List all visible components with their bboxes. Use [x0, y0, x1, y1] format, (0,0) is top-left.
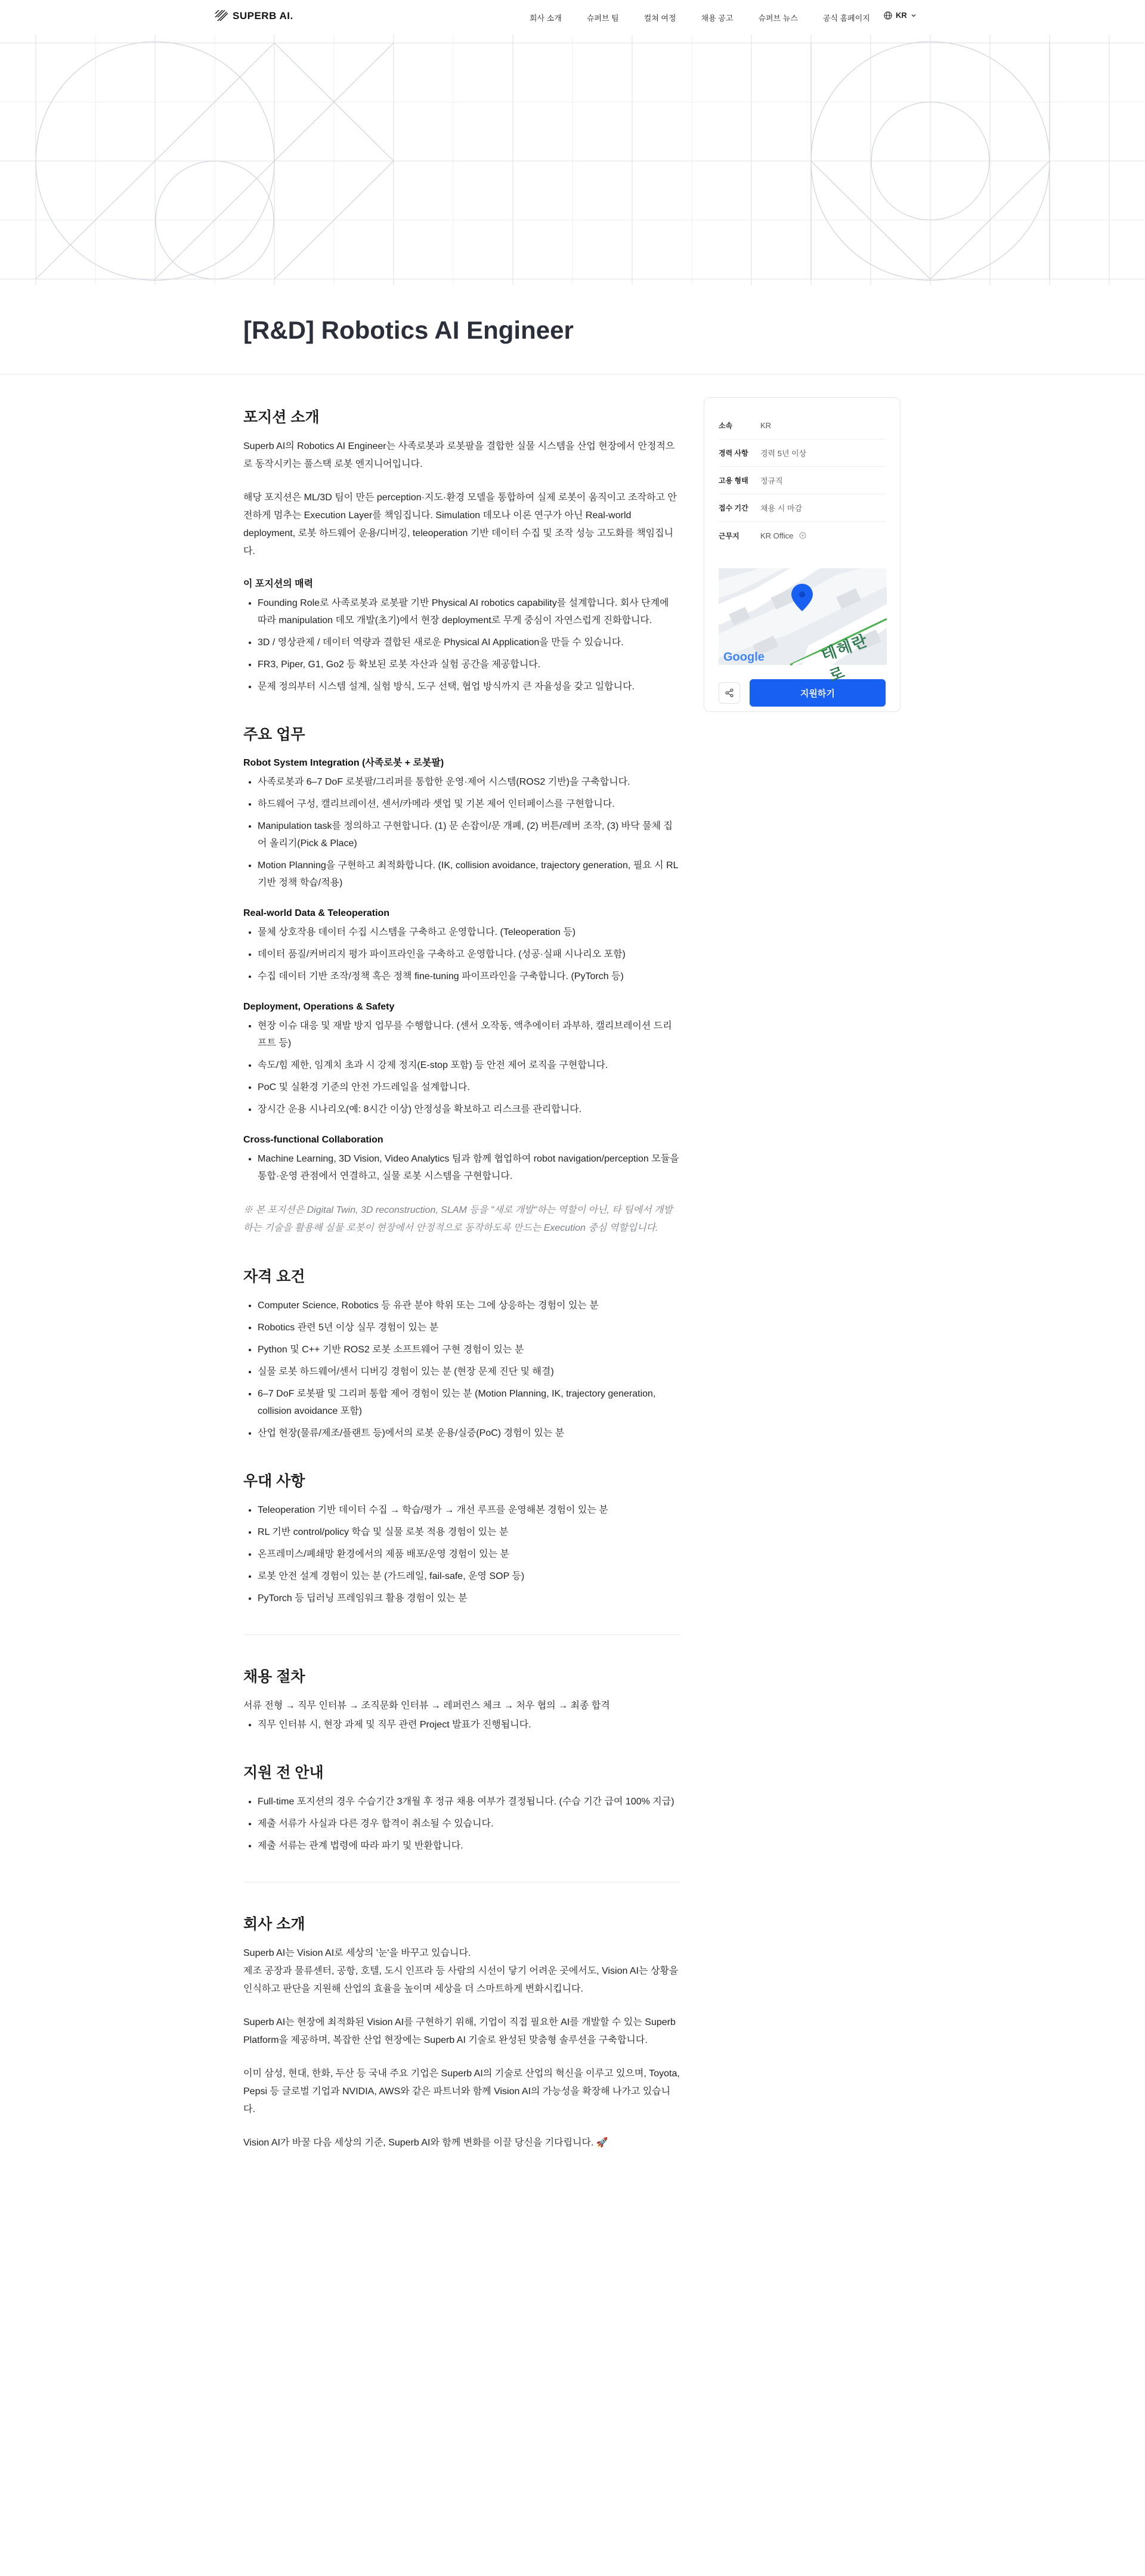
- info-row-affiliation: [719, 412, 886, 439]
- job-description: [243, 405, 680, 2179]
- list-item: • Computer Science, Robotics 등 유관 분야 학위 또는 그에 상응하는 경험이 있는 분: [258, 1297, 680, 1314]
- list-item: • 하드웨어 구성, 캘리브레이션, 센서/카메라 셋업 및 기본 제어 인터페이스를 구현합니다.: [258, 795, 680, 813]
- list-item: • 제출 서류는 관계 법령에 따라 파기 및 반환합니다.: [258, 1837, 680, 1854]
- list-item: • 실물 로봇 하드웨어/센서 디버깅 경험이 있는 분 (현장 문제 진단 및 해결): [258, 1363, 680, 1380]
- list-item: • Motion Planning을 구현하고 최적화합니다. (IK, collision avoidance, trajectory generation, 필요 시 RL 기반 정책 학습/적용): [258, 857, 680, 891]
- google-logo: Google: [723, 651, 765, 664]
- section-guide: [243, 1761, 680, 1854]
- language-label: KR: [896, 11, 907, 20]
- logo-mark-icon: [215, 10, 228, 22]
- section-company: [243, 1912, 680, 2152]
- nav-link-homepage[interactable]: 공식 홈페이지: [822, 13, 870, 23]
- qualifications-list: [243, 1297, 680, 1442]
- list-item: • Machine Learning, 3D Vision, Video Analytics 팀과 함께 협업하여 robot navigation/perception 모듈을 통합·운영 관점에서 연결하고, 실물 로봇 시스템을 구현합니다.: [258, 1150, 680, 1185]
- process-note-list: [243, 1716, 680, 1733]
- share-button[interactable]: [719, 682, 740, 704]
- subheading-data: Real-world Data & Teleoperation: [243, 908, 390, 918]
- nav-link-news[interactable]: 슈퍼브 뉴스: [758, 13, 798, 23]
- company-paragraph-3: 이미 삼성, 현대, 한화, 두산 등 국내 주요 기업은 Superb AI의 기술로 산업의 혁신을 이루고 있으며, Toyota, Pepsi 등 글로벌 기업과 NVIDIA, AWS와 같은 파트너와 함께 Vision AI의 가능성을 확장해 나가고 있습니다.: [243, 2069, 680, 2114]
- intro-paragraph-2: 해당 포지션은 ML/3D 팀이 만든 perception·지도·환경 모델을 통합하여 실제 로봇이 움직이고 조작하고 안전하게 멈추는 Execution Layer를 책임집니다. Simulation 데모나 이론 연구가 아닌 Real-world deployment, 로봇 하드웨어 운용/디버깅, teleoperation 기반 데이터 수집 및 조작 성능 고도화를 책임집니다.: [243, 493, 677, 556]
- list-item: • FR3, Piper, G1, Go2 등 확보된 로봇 자산과 실험 공간을 제공합니다.: [258, 656, 680, 673]
- subheading-deployment: Deployment, Operations & Safety: [243, 1002, 395, 1012]
- list-item: • 현장 이슈 대응 및 재발 방지 업무를 수행합니다. (센서 오작동, 액추에이터 과부하, 캘리브레이션 드리프트 등): [258, 1017, 680, 1052]
- list-item: • 3D / 영상관제 / 데이터 역량과 결합된 새로운 Physical AI Application을 만들 수 있습니다.: [258, 634, 680, 651]
- info-key: 근무지: [719, 531, 739, 540]
- section-intro: [243, 405, 680, 695]
- company-paragraph-1b: 제조 공장과 물류센터, 공항, 호텔, 도시 인프라 등 사람의 시선이 닿기 어려운 곳에서도, Vision AI는 상황을 인식하고 판단을 지원해 산업의 효율을 높이며 세상을 더 스마트하게 변화시킵니다.: [243, 1966, 679, 1994]
- logo[interactable]: [215, 10, 293, 22]
- deployment-list: [243, 1017, 680, 1118]
- nav-links: [530, 0, 870, 35]
- top-nav: [0, 0, 1145, 35]
- intro-paragraph-1: Superb AI의 Robotics AI Engineer는 사족로봇과 로봇팔을 결합한 실물 시스템을 산업 현장에서 안정적으로 동작시키는 풀스택 로봇 엔지니어입니다.: [243, 441, 675, 469]
- language-selector[interactable]: [884, 11, 917, 20]
- section-heading: 지원 전 안내: [243, 1764, 324, 1781]
- list-item: • Manipulation task를 정의하고 구현합니다. (1) 문 손잡이/문 개폐, (2) 버튼/레버 조작, (3) 바닥 물체 집어 올리기(Pick & Place): [258, 818, 680, 852]
- info-row-deadline: [719, 494, 886, 522]
- process-steps: 서류 전형 → 직무 인터뷰 → 조직문화 인터뷰 → 레퍼런스 체크 → 처우 협의 → 최종 합격: [243, 1701, 610, 1711]
- divider: [243, 1882, 680, 1883]
- section-heading: 포지션 소개: [243, 409, 320, 426]
- info-value: 채용 시 마감: [760, 504, 803, 513]
- info-key: 경력 사항: [719, 449, 748, 457]
- list-item: • 제출 서류가 사실과 다른 경우 합격이 취소될 수 있습니다.: [258, 1815, 680, 1832]
- info-row-experience: [719, 439, 886, 467]
- map-street-label: 테헤란로: [819, 631, 871, 686]
- globe-icon: [884, 11, 892, 20]
- list-item: • Teleoperation 기반 데이터 수집 → 학습/평가 → 개선 루프를 운영해본 경험이 있는 분: [258, 1501, 680, 1519]
- list-item: • 장시간 운용 시나리오(예: 8시간 이상) 안정성을 확보하고 리스크를 관리합니다.: [258, 1101, 680, 1118]
- section-process: [243, 1665, 680, 1733]
- info-row-employment-type: [719, 467, 886, 494]
- section-heading: 우대 사항: [243, 1473, 305, 1490]
- list-item: • 로봇 안전 설계 경험이 있는 분 (가드레일, fail-safe, 운영 SOP 등): [258, 1568, 680, 1585]
- apply-button[interactable]: 지원하기: [750, 679, 886, 707]
- chevron-down-icon: [911, 13, 917, 18]
- info-value: 정규직: [760, 476, 783, 485]
- preferred-list: [243, 1501, 680, 1607]
- copy-icon[interactable]: [798, 531, 807, 540]
- list-item: • 6–7 DoF 로봇팔 및 그리퍼 통합 제어 경험이 있는 분 (Motion Planning, IK, trajectory generation, collision avoidance 포함): [258, 1385, 680, 1420]
- duties-note: ※ 본 포지션은 Digital Twin, 3D reconstruction, SLAM 등을 "새로 개발"하는 역할이 아닌, 타 팀에서 개발하는 기술을 활용해 실물 로봇이 현장에서 안정적으로 동작하도록 만드는 Execution 중심 역할입니다.: [243, 1205, 673, 1233]
- info-key: 소속: [719, 422, 733, 430]
- integration-list: [243, 773, 680, 891]
- guide-list: [243, 1793, 680, 1854]
- nav-link-team[interactable]: 슈퍼브 팀: [586, 13, 619, 23]
- data-list: [243, 924, 680, 985]
- section-heading: 회사 소개: [243, 1916, 305, 1933]
- location-map[interactable]: [719, 568, 887, 686]
- list-item: • 직무 인터뷰 시, 현장 과제 및 직무 관련 Project 발표가 진행됩니다.: [258, 1716, 680, 1733]
- list-item: • 온프레미스/폐쇄망 환경에서의 제품 배포/운영 경험이 있는 분: [258, 1546, 680, 1563]
- info-key: 고용 형태: [719, 476, 748, 485]
- list-item: • Robotics 관련 5년 이상 실무 경험이 있는 분: [258, 1319, 680, 1336]
- list-item: • 데이터 품질/커버리지 평가 파이프라인을 구축하고 운영합니다. (성공·실패 시나리오 포함): [258, 946, 680, 963]
- list-item: • Founding Role로 사족로봇과 로봇팔 기반 Physical AI robotics capability를 설계합니다. 회사 단계에 따라 manipulation 데모 개발(초기)에서 현장 deployment로 무게 중심이 자연스럽게 진화합니다.: [258, 595, 680, 629]
- list-item: • Full-time 포지션의 경우 수습기간 3개월 후 정규 채용 여부가 결정됩니다. (수습 기간 급여 100% 지급): [258, 1793, 680, 1810]
- section-heading: 채용 절차: [243, 1668, 305, 1685]
- logo-text: SUPERB AI.: [233, 10, 293, 21]
- company-paragraph-1: Superb AI는 Vision AI로 세상의 '눈'을 바꾸고 있습니다.: [243, 1948, 471, 1958]
- section-heading: 주요 업무: [243, 726, 305, 743]
- section-qualifications: [243, 1265, 680, 1442]
- section-preferred: [243, 1469, 680, 1607]
- list-item: • PoC 및 실환경 기준의 안전 가드레일을 설계합니다.: [258, 1079, 680, 1096]
- list-item: • 문제 정의부터 시스템 설계, 실험 방식, 도구 선택, 협업 방식까지 큰 자율성을 갖고 일합니다.: [258, 678, 680, 695]
- card-actions: [719, 679, 886, 707]
- list-item: • 속도/힘 제한, 임계치 초과 시 강제 정지(E-stop 포함) 등 안전 제어 로직을 구현합니다.: [258, 1057, 680, 1074]
- subheading-integration: Robot System Integration (사족로봇 + 로봇팔): [243, 758, 444, 768]
- collaboration-list: [243, 1150, 680, 1185]
- list-item: • 산업 현장(물류/제조/플랜트 등)에서의 로봇 운용/실증(PoC) 경험이 있는 분: [258, 1425, 680, 1442]
- list-item: • PyTorch 등 딥러닝 프레임워크 활용 경험이 있는 분: [258, 1590, 680, 1607]
- share-icon: [725, 688, 734, 698]
- page-title: [R&D] Robotics AI Engineer: [243, 316, 574, 344]
- list-item: • 사족로봇과 6–7 DoF 로봇팔/그리퍼를 통합한 운영·제어 시스템(ROS2 기반)을 구축합니다.: [258, 773, 680, 791]
- list-item: • Python 및 C++ 기반 ROS2 로봇 소프트웨어 구현 경험이 있는 분: [258, 1341, 680, 1358]
- divider: [243, 1634, 680, 1635]
- company-paragraph-4: Vision AI가 바꿀 다음 세상의 기준, Superb AI와 함께 변화를 이끌 당신을 기다립니다. 🚀: [243, 2138, 608, 2148]
- list-item: • 수집 데이터 기반 조작/정책 혹은 정책 fine-tuning 파이프라인을 구축합니다. (PyTorch 등): [258, 968, 680, 985]
- info-row-location: [719, 522, 886, 549]
- subheading-attraction: 이 포지션의 매력: [243, 579, 314, 589]
- subheading-collaboration: Cross-functional Collaboration: [243, 1135, 383, 1145]
- hero-banner: [0, 35, 1145, 285]
- info-value: KR Office: [760, 531, 794, 540]
- info-key: 접수 기간: [719, 504, 748, 512]
- attraction-list: [243, 595, 680, 695]
- company-paragraph-2: Superb AI는 현장에 최적화된 Vision AI를 구현하기 위해, 기업이 직접 필요한 AI를 개발할 수 있는 Superb Platform을 제공하며, 복잡한 산업 현장에는 Superb AI 기술로 완성된 맞춤형 솔루션을 구축합니다.: [243, 2017, 676, 2045]
- nav-link-jobs[interactable]: 채용 공고: [701, 13, 734, 23]
- info-value: KR: [760, 421, 772, 430]
- hero-grid-art: [0, 35, 1145, 285]
- list-item: • RL 기반 control/policy 학습 및 실물 로봇 적용 경험이 있는 분: [258, 1524, 680, 1541]
- nav-link-culture[interactable]: 컬쳐 여정: [643, 13, 676, 23]
- info-value: 경력 5년 이상: [760, 449, 807, 458]
- nav-link-company[interactable]: 회사 소개: [530, 13, 562, 23]
- list-item: • 물체 상호작용 데이터 수집 시스템을 구축하고 운영합니다. (Teleoperation 등): [258, 924, 680, 941]
- section-heading: 자격 요건: [243, 1268, 305, 1285]
- section-duties: [243, 723, 680, 1237]
- job-info-card: [704, 397, 900, 712]
